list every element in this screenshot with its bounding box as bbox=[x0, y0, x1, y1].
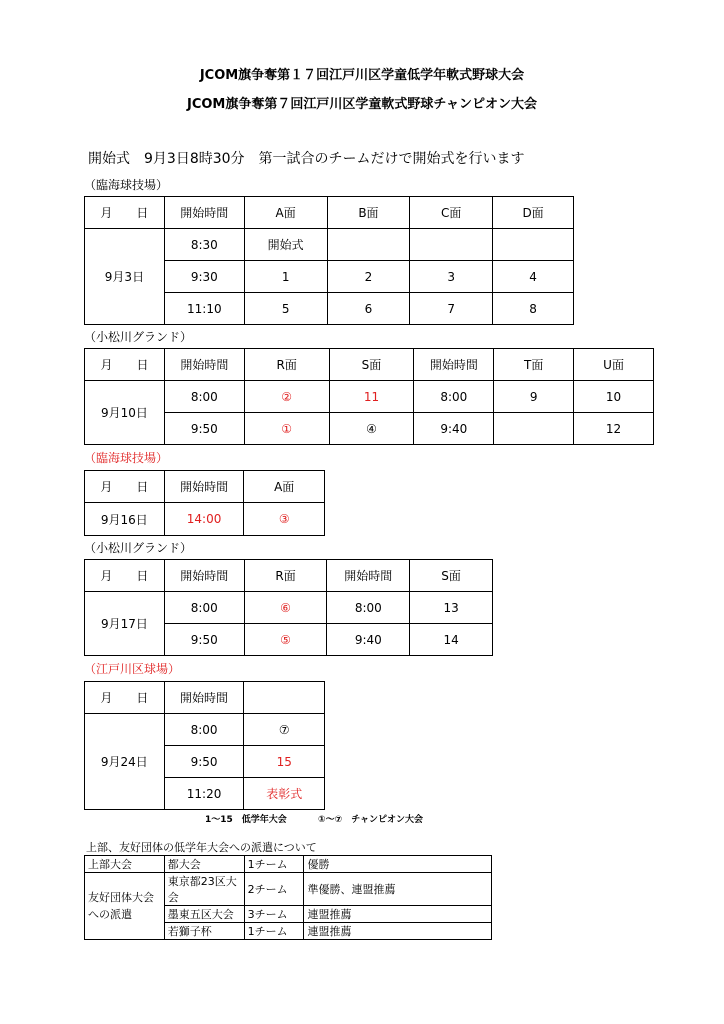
header-start-time: 開始時間 bbox=[164, 349, 244, 381]
game-cell: 11 bbox=[329, 381, 414, 413]
header-start-time: 開始時間 bbox=[164, 471, 244, 503]
team-count: 1チーム bbox=[244, 856, 304, 873]
time-cell: 8:00 bbox=[327, 592, 410, 624]
title-line-1: JCOM旗争奪第１７回江戸川区学童低学年軟式野球大会 bbox=[199, 68, 525, 83]
team-count: 3チーム bbox=[244, 906, 304, 923]
game-cell: 5 bbox=[244, 293, 327, 325]
game-cell: 13 bbox=[410, 592, 493, 624]
time-cell: 9:40 bbox=[414, 413, 494, 445]
game-cell bbox=[410, 229, 493, 261]
header-field bbox=[244, 682, 325, 714]
time-cell: 9:30 bbox=[164, 261, 244, 293]
game-cell bbox=[493, 229, 574, 261]
game-cell: ② bbox=[244, 381, 329, 413]
time-cell: 11:10 bbox=[164, 293, 244, 325]
selection-criteria: 連盟推薦 bbox=[304, 923, 492, 940]
header-start-time-2: 開始時間 bbox=[327, 560, 410, 592]
game-cell: 1 bbox=[244, 261, 327, 293]
header-field-d: D面 bbox=[493, 197, 574, 229]
game-cell: ⑥ bbox=[244, 592, 327, 624]
header-date: 月 日 bbox=[85, 682, 165, 714]
date-cell: 9月17日 bbox=[85, 592, 165, 656]
tournament-name: 若獅子杯 bbox=[164, 923, 244, 940]
game-cell: 15 bbox=[244, 746, 325, 778]
game-cell: 12 bbox=[574, 413, 654, 445]
selection-criteria: 準優勝、連盟推薦 bbox=[304, 873, 492, 906]
time-cell: 9:50 bbox=[164, 413, 244, 445]
time-cell: 8:30 bbox=[164, 229, 244, 261]
header-field-s: S面 bbox=[410, 560, 493, 592]
header-field-s: S面 bbox=[329, 349, 414, 381]
game-cell: ③ bbox=[244, 503, 325, 536]
header-date: 月 日 bbox=[85, 560, 165, 592]
header-field-a: A面 bbox=[244, 471, 325, 503]
game-cell: ⑦ bbox=[244, 714, 325, 746]
header-field-b: B面 bbox=[327, 197, 410, 229]
legend-champion: ①～⑦ チャンピオン大会 bbox=[318, 815, 423, 825]
game-cell bbox=[327, 229, 410, 261]
friendly-label-line-1: 友好団体大会 bbox=[88, 891, 154, 904]
upper-label: 上部大会 bbox=[85, 856, 165, 873]
header-start-time: 開始時間 bbox=[164, 560, 244, 592]
game-cell: 開始式 bbox=[244, 229, 327, 261]
game-cell: 4 bbox=[493, 261, 574, 293]
friendly-label-line-2: への派遣 bbox=[88, 908, 132, 921]
time-cell: 8:00 bbox=[414, 381, 494, 413]
header-field-a: A面 bbox=[244, 197, 327, 229]
venue-label-rinkai-1: （臨海球技場） bbox=[84, 178, 169, 192]
venue-label-komatsugawa-1: （小松川グランド） bbox=[84, 330, 193, 344]
header-start-time: 開始時間 bbox=[164, 197, 244, 229]
header-date: 月 日 bbox=[85, 349, 165, 381]
header-start-time: 開始時間 bbox=[164, 682, 244, 714]
legend-low-grade: 1～15 低学年大会 bbox=[205, 815, 287, 825]
selection-criteria: 連盟推薦 bbox=[304, 906, 492, 923]
schedule-table-sep24 bbox=[84, 681, 325, 810]
schedule-table-sep3 bbox=[84, 196, 574, 325]
header-field-c: C面 bbox=[410, 197, 493, 229]
header-field-t: T面 bbox=[494, 349, 574, 381]
time-cell: 9:40 bbox=[327, 624, 410, 656]
tournament-name: 墨東五区大会 bbox=[164, 906, 244, 923]
time-cell: 9:50 bbox=[164, 624, 244, 656]
game-cell: ④ bbox=[329, 413, 414, 445]
venue-label-edogawa: （江戸川区球場） bbox=[84, 662, 181, 676]
schedule-table-sep10 bbox=[84, 348, 654, 445]
header-start-time-2: 開始時間 bbox=[414, 349, 494, 381]
time-cell: 9:50 bbox=[164, 746, 244, 778]
date-cell: 9月24日 bbox=[85, 714, 165, 810]
date-cell: 9月3日 bbox=[85, 229, 165, 325]
game-cell: 6 bbox=[327, 293, 410, 325]
tournament-name: 都大会 bbox=[164, 856, 244, 873]
time-cell: 8:00 bbox=[164, 714, 244, 746]
game-cell bbox=[494, 413, 574, 445]
venue-label-komatsugawa-2: （小松川グランド） bbox=[84, 541, 193, 555]
game-cell: 10 bbox=[574, 381, 654, 413]
game-cell: 9 bbox=[494, 381, 574, 413]
team-count: 2チーム bbox=[244, 873, 304, 906]
schedule-table-sep17 bbox=[84, 559, 493, 656]
game-cell: ① bbox=[244, 413, 329, 445]
game-cell: 8 bbox=[493, 293, 574, 325]
header-field-r: R面 bbox=[244, 560, 327, 592]
game-cell: ⑤ bbox=[244, 624, 327, 656]
ceremony-cell: 表彰式 bbox=[244, 778, 325, 810]
dispatch-title: 上部、友好団体の低学年大会への派遣について bbox=[86, 841, 317, 854]
selection-criteria: 優勝 bbox=[304, 856, 492, 873]
header-date: 月 日 bbox=[85, 197, 165, 229]
time-cell: 8:00 bbox=[164, 381, 244, 413]
game-cell: 2 bbox=[327, 261, 410, 293]
time-cell: 8:00 bbox=[164, 592, 244, 624]
date-cell: 9月10日 bbox=[85, 381, 165, 445]
game-cell: 14 bbox=[410, 624, 493, 656]
header-field-u: U面 bbox=[574, 349, 654, 381]
schedule-table-sep16 bbox=[84, 470, 325, 536]
header-field-r: R面 bbox=[244, 349, 329, 381]
venue-label-rinkai-2: （臨海球技場） bbox=[84, 451, 169, 465]
date-cell: 9月16日 bbox=[85, 503, 165, 536]
dispatch-table bbox=[84, 855, 492, 940]
friendly-label bbox=[85, 873, 165, 940]
time-cell: 14:00 bbox=[164, 503, 244, 536]
game-cell: 7 bbox=[410, 293, 493, 325]
time-cell: 11:20 bbox=[164, 778, 244, 810]
tournament-name: 東京都23区大会 bbox=[164, 873, 244, 906]
title-line-2: JCOM旗争奪第７回江戸川区学童軟式野球チャンピオン大会 bbox=[187, 97, 537, 112]
game-cell: 3 bbox=[410, 261, 493, 293]
team-count: 1チーム bbox=[244, 923, 304, 940]
opening-note: 開始式 9月3日8時30分 第一試合のチームだけで開始式を行います bbox=[88, 151, 525, 167]
header-date: 月 日 bbox=[85, 471, 165, 503]
